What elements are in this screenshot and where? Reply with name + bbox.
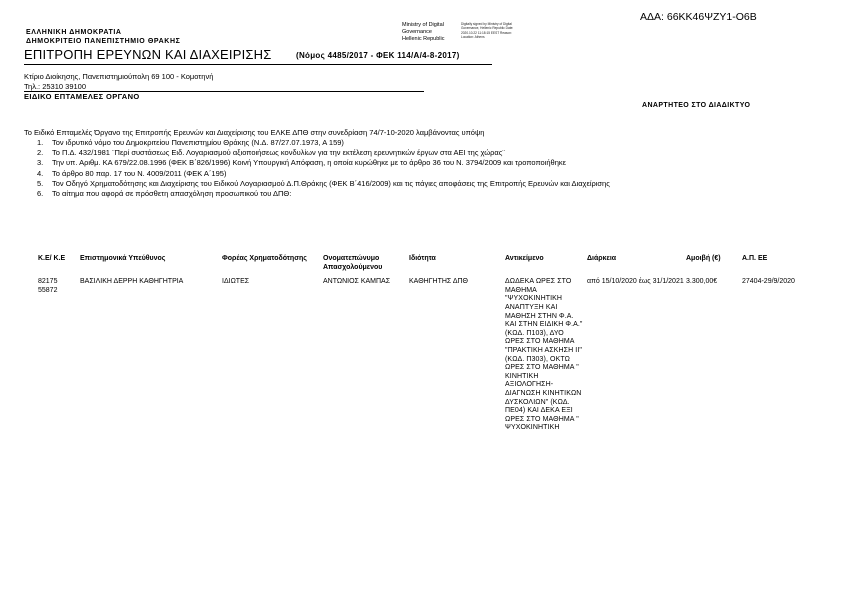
cell-duration: από 15/10/2020 έως 31/1/2021 [587,278,684,286]
list-number: 5. [37,178,44,188]
list-text: Το αίτημα που αφορά σε πρόσθετη απασχόληση προσωπικού του ΔΠΘ: [52,189,292,199]
header-ke: Κ.Ε/ Κ.Ε [38,255,66,262]
address: Κτίριο Διοίκησης, Πανεπιστημιούπολη 69 100 - Κομοτηνή [24,72,214,81]
table-header-row [38,255,822,278]
header-divider [24,64,492,65]
list-item [24,179,794,189]
considerations-list [24,138,794,199]
list-text: Το άρθρο 80 παρ. 17 του Ν. 4009/2011 (ΦΕΚ Α΄195) [52,168,227,178]
list-item [24,148,794,158]
list-number: 3. [37,158,44,168]
list-text: Την υπ. Αριθμ. ΚΑ 679/22.08.1996 (ΦΕΚ Β΄826/1996) Κοινή Υπουργική Απόφαση, η οποία κυρώθηκε με το άρθρο 36 του Ν. 3794/2009 και τροποποιήθηκε [52,158,566,168]
list-item [24,189,794,199]
intro-paragraph: Το Ειδικό Επταμελές Όργανο της Επιτροπής Ερευνών και Διαχείρισης του ΕΛΚΕ ΔΠΘ στην συνεδρίαση 74/7-10-2020 λαμβάνοντας υπόψη [24,128,485,137]
table-row [38,278,822,433]
list-text: Τον Οδηγό Χρηματοδότησης και Διαχείρισης του Ειδικού Λογαριασμού Δ.Π.Θράκης (ΦΕΚ Β΄416/2009) και τις πάγιες αποφάσεις της Επιτροπής Ερευνών και Διαχείρισης [52,178,610,188]
header-funder: Φορέας Χρηματοδότησης [222,255,307,262]
cell-scientist: ΒΑΣΙΛΙΚΗ ΔΕΡΡΗ ΚΑΘΗΓΗΤΡΙΑ [80,278,184,286]
signature-block [402,22,462,44]
cell-funder: ΙΔΙΩΤΕΣ [222,278,250,286]
org-line-2: ΔΗΜΟΚΡΙΤΕΙΟ ΠΑΝΕΠΙΣΤΗΜΙΟ ΘΡΑΚΗΣ [26,38,181,45]
cell-subject: ΔΩΔΕΚΑ ΩΡΕΣ ΣΤΟ ΜΑΘΗΜΑ "ΨΥΧΟΚΙΝΗΤΙΚΗ ΑΝΑΠΤΥΞΗ ΚΑΙ ΜΑΘΗΣΗ ΣΤΗΝ Φ.Α. ΚΑΙ ΣΤΗΝ ΕΙΔΙΚΗ Φ.Α." (ΚΩΔ. Π103), ΔΥΟ ΩΡΕΣ ΣΤΟ ΜΑΘΗΜΑ "ΠΡΑΚΤΙΚΗ ΑΣΚΗΣΗ ΙΙ" (ΚΩΔ. Π303), ΟΚΤΩ ΩΡΕΣ ΣΤΟ ΜΑΘΗΜΑ " ΚΙΝΗΤΙΚΗ ΑΞΙΟΛΟΓΗΣΗ-ΔΙΑΓΝΩΣΗ ΚΙΝΗΤΙΚΩΝ ΔΥΣΚΟΛΙΩΝ" (ΚΩΔ. ΠΕ04) ΚΑΙ ΔΕΚΑ ΕΞΙ ΩΡΕΣ ΣΤΟ ΜΑΘΗΜΑ " ΨΥΧΟΚΙΝΗΤΙΚΗ [505,278,583,432]
cell-ap: 27404-29/9/2020 [742,278,795,286]
gov-line-1: Ministry of Digital [402,22,444,28]
org-line-1: ΕΛΛΗΝΙΚΗ ΔΗΜΟΚΡΑΤΙΑ [26,29,122,36]
special-body-title: ΕΙΔΙΚΟ ΕΠΤΑΜΕΛΕΣ ΟΡΓΑΝΟ [24,92,140,101]
list-text: Τον ιδρυτικό νόμο του Δημοκριτείου Πανεπιστημίου Θράκης (Ν.Δ. 87/27.07.1973, Α 159) [52,138,344,147]
list-number: 6. [37,189,44,199]
header-fee: Αμοιβή (€) [686,255,721,262]
list-item [24,169,794,179]
header-duration: Διάρκεια [587,255,617,262]
employment-table [38,255,822,433]
cell-employee: ΑΝΤΩΝΙΟΣ ΚΑΜΠΑΣ [323,278,391,286]
list-number: 1. [37,138,44,147]
list-number: 2. [37,148,44,158]
ada-code: ΑΔΑ: 66ΚΚ46ΨΖΥ1-Ο6Β [640,11,757,23]
header-ap: Α.Π. ΕΕ [742,255,768,262]
header-capacity: Ιδιότητα [409,255,436,262]
gov-line-3: Hellenic Republic [402,36,445,43]
cell-ke: 82175 55872 [38,278,58,294]
cell-capacity: ΚΑΘΗΓΗΤΗΣ ΔΠΘ [409,278,468,286]
list-number: 4. [37,168,44,178]
header-scientist: Επιστημονικά Υπεύθυνος [80,255,166,262]
list-text: Το Π.Δ. 432/1981 ¨Περί συστάσεως Ειδ. Λογαριασμού αξιοποιήσεως κονδυλίων για την εκτέλεση ερευνητικών έργων στα ΑΕΙ της χώρας¨ [52,148,505,158]
signature-details: Digitally signed by Ministry of Digital Governance, Hellenic Republic Date: 2020.10.22 11:18:15 EEST Reason: Location: Athens [461,22,514,39]
list-item [24,158,794,168]
telephone: Τηλ.: 25310 39100 [24,82,86,91]
committee-title: ΕΠΙΤΡΟΠΗ ΕΡΕΥΝΩΝ ΚΑΙ ΔΙΑΧΕΙΡΙΣΗΣ [24,47,272,62]
cell-fee: 3.300,00€ [686,278,718,286]
gov-line-2: Governance [402,29,432,36]
posted-online-label: ΑΝΑΡΤΗΤΕΟ ΣΤΟ ΔΙΑΔΙΚΤΥΟ [642,102,751,109]
law-reference: (Νόμος 4485/2017 - ΦΕΚ 114/Α/4-8-2017) [296,51,460,60]
header-employee: Ονοματεπώνυμο Απασχολούμενου [323,255,383,271]
list-item [24,138,794,148]
header-subject: Αντικείμενο [505,255,544,262]
